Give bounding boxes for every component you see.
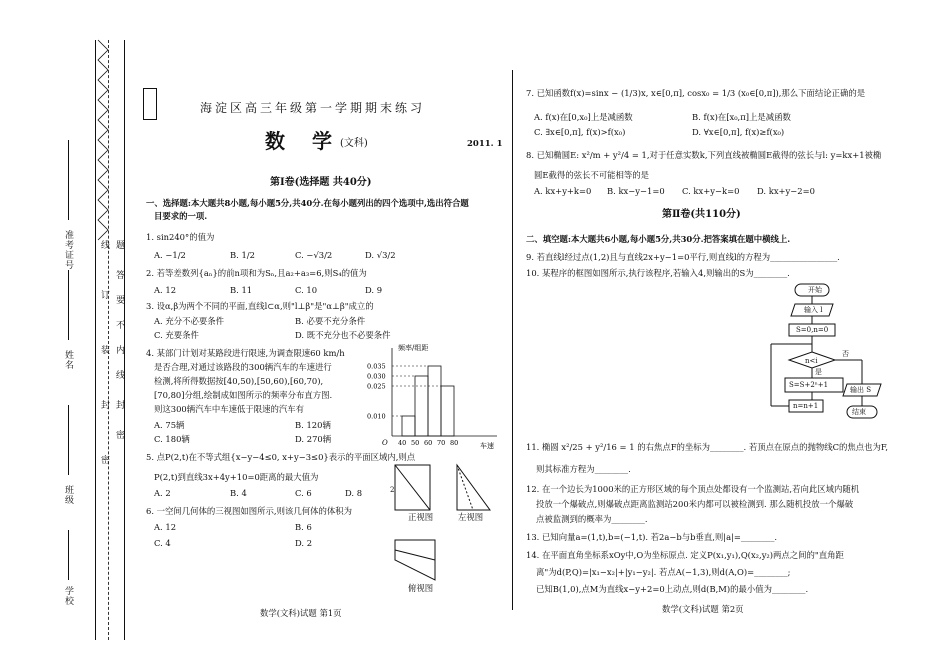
q1-option: D. √3/2 — [365, 250, 396, 260]
q8-option: C. kx+y−k=0 — [682, 186, 740, 196]
q2-stem: 2. 若等差数列{aₙ}的前n项和为Sₙ,且a₂+a₃=6,则S₄的值为 — [146, 268, 367, 278]
binding-line-right — [124, 40, 125, 640]
q4-line: 则这300辆汽车中车速低于限速的汽车有 — [154, 404, 304, 414]
seal-mark: 装 — [99, 345, 109, 355]
seal-mark: 封 — [99, 400, 109, 410]
histogram-bar — [428, 366, 441, 436]
y-tick-label: 0.010 — [367, 412, 386, 421]
top-view-label: 俯视图 — [408, 583, 434, 593]
footer-right: 数学(文科)试题 第2页 — [662, 604, 744, 614]
q10-stem: 10. 某程序的框图如图所示,执行该程序,若输入4,则输出的S为________. — [526, 268, 790, 278]
label-class: 班级 — [63, 485, 73, 505]
q8-line: 8. 已知椭圆E: x²/m + y²/4 = 1,对于任意实数k,下列直线被椭圆E截得的弦长与l: y=kx+1被椭 — [526, 150, 882, 160]
q5-option: C. 6 — [295, 488, 312, 498]
q12-line: 12. 在一个边长为1000米的正方形区域的每个顶点处都设有一个监测站,若向此区域内随机 — [526, 484, 860, 494]
section1-instructions: 一、选择题:本大题共8小题,每小题5分,共40分.在每小题列出的四个选项中,选出符合题 — [146, 198, 469, 208]
q6-stem: 6. 一空间几何体的三视图如图所示,则该几何体的体积为 — [146, 506, 352, 516]
flow-start: 开始 — [808, 286, 822, 294]
column-divider — [512, 70, 513, 610]
seal-char: 密 — [114, 430, 124, 440]
q1-option: B. 1/2 — [230, 250, 255, 260]
q12-line: 点被监测到的概率为________. — [536, 514, 648, 524]
exam-title: 海淀区高三年级第一学期期末练习 — [200, 101, 426, 115]
q6-option: B. 6 — [295, 522, 312, 532]
q5-option: D. 8 — [345, 488, 363, 498]
q5-option: B. 4 — [230, 488, 247, 498]
q8-option: D. kx+y−2=0 — [757, 186, 815, 196]
footer-left: 数学(文科)试题 第1页 — [260, 608, 342, 618]
flow-end: 结束 — [852, 408, 866, 416]
flow-update: S=S+2ⁿ+1 — [789, 381, 829, 389]
x-tick-label: 40 — [398, 439, 407, 447]
q1-option: C. −√3/2 — [295, 250, 333, 260]
part2-heading: 第Ⅱ卷(共110分) — [662, 209, 741, 220]
q6-option: D. 2 — [295, 538, 313, 548]
subject-title: 数 学 — [265, 129, 342, 153]
q2-option: C. 10 — [295, 285, 318, 295]
flow-no: 否 — [842, 350, 849, 358]
q3-option: C. 充要条件 — [154, 330, 199, 340]
flow-increment: n=n+1 — [793, 402, 819, 410]
zigzag-binding — [96, 40, 124, 640]
q1-stem: 1. sin240°的值为 — [146, 232, 215, 242]
side-view-label: 左视图 — [458, 512, 484, 522]
q7-option: C. ∃x∈[0,π], f(x)>f(x₀) — [534, 127, 626, 137]
label-exam-id: 准考证号 — [63, 230, 73, 270]
q14-line: 14. 在平面直角坐标系xOy中,O为坐标原点. 定义P(x₁,y₁),Q(x₂,y₂)两点之间的"直角距 — [526, 550, 844, 560]
q4-option: B. 120辆 — [295, 420, 331, 430]
q3-stem: 3. 设α,β为两个不同的平面,直线l⊂α,则"l⊥β"是"α⊥β"成立的 — [146, 301, 374, 311]
q7-option: D. ∀x∈[0,π], f(x)≥f(x₀) — [692, 127, 785, 137]
q14-line: 已知B(1,0),点M为直线x−y+2=0上动点,则d(B,M)的最小值为________. — [536, 584, 809, 594]
seal-char: 线 — [114, 370, 124, 380]
program-flowchart — [767, 280, 897, 430]
flow-yes: 是 — [815, 368, 822, 376]
part1-heading: 第Ⅰ卷(选择题 共40分) — [270, 177, 372, 188]
flow-condition: n<i — [805, 357, 818, 365]
section2-instructions: 二、填空题:本大题共6小题,每小题5分,共30分.把答案填在题中横线上. — [526, 234, 791, 244]
frequency-histogram — [367, 340, 504, 452]
q12-line: 投放一个爆破点,则爆破点距离监测站200米内都可以被检测到. 那么随机投放一个爆破 — [536, 499, 854, 509]
q5-line: 5. 点P(2,t)在不等式组{x−y−4≤0, x+y−3≤0}表示的平面区域内,则点 — [146, 452, 416, 462]
origin-label: O — [382, 439, 388, 447]
binding-margin — [0, 0, 140, 671]
q2-option: A. 12 — [154, 285, 177, 295]
q6-option: C. 4 — [154, 538, 171, 548]
flow-input: 输入 l — [804, 306, 823, 314]
x-tick-label: 70 — [437, 439, 446, 447]
q4-line: 4. 某部门计划对某路段进行限速,为调查限速60 km/h — [146, 348, 345, 358]
q1-option: A. −1/2 — [154, 250, 186, 260]
q8-option: A. kx+y+k=0 — [534, 186, 592, 196]
x-axis-label: 车速 — [480, 442, 494, 450]
seal-char: 不 — [114, 320, 124, 330]
q5-option: A. 2 — [154, 488, 171, 498]
q6-option: A. 12 — [154, 522, 177, 532]
label-school: 学校 — [63, 586, 73, 606]
x-tick-label: 60 — [424, 439, 433, 447]
seal-char: 封 — [114, 400, 124, 410]
y-tick-label: 0.035 — [367, 362, 386, 371]
q9-stem: 9. 若直线l经过点(1,2)且与直线2x+y−1=0平行,则直线l的方程为________________. — [526, 252, 840, 262]
q7-option: B. f(x)在[x₀,π]上是减函数 — [692, 112, 791, 122]
q4-option: C. 180辆 — [154, 434, 190, 444]
q11-line: 11. 椭圆 x²/25 + y²/16 = 1 的右焦点F的坐标为________. 若顶点在原点的抛物线C的焦点也为F, — [526, 442, 889, 452]
histogram-bar — [402, 416, 415, 436]
q4-line: 是否合理,对通过该路段的300辆汽车的车速进行 — [154, 362, 332, 372]
seal-char: 答 — [114, 270, 124, 280]
q7-stem: 7. 已知函数f(x)=sinx − (1/3)x, x∈[0,π], cosx₀ = 1/3 (x₀∈[0,π]),那么下面结论正确的是 — [526, 88, 866, 98]
seal-mark: 订 — [99, 290, 109, 300]
y-tick-label: 0.025 — [367, 382, 386, 391]
front-view-label: 正视图 — [408, 512, 434, 522]
seal-char: 要 — [114, 295, 124, 305]
q8-line: 圆E截得的弦长不可能相等的是 — [534, 170, 649, 180]
x-tick-label: 80 — [450, 439, 459, 447]
q5-line: P(2,t)到直线3x+4y+10=0距离的最大值为 — [154, 472, 319, 482]
q4-option: A. 75辆 — [154, 420, 185, 430]
q7-option: A. f(x)在[0,x₀]上是减函数 — [534, 112, 633, 122]
exam-date: 2011. 1 — [467, 139, 503, 149]
q4-option: D. 270辆 — [295, 434, 332, 444]
q14-line: 离"为d(P,Q)=|x₁−x₂|+|y₁−y₂|. 若点A(−1,3),则d(A,O)=________; — [536, 567, 791, 577]
subject-note: (文科) — [340, 138, 368, 149]
q2-option: B. 11 — [230, 285, 253, 295]
three-view-drawing — [385, 460, 505, 600]
q8-option: B. kx−y−1=0 — [607, 186, 665, 196]
flow-init: S=0,n=0 — [796, 326, 829, 334]
q2-option: D. 9 — [365, 285, 383, 295]
label-name: 姓名 — [63, 350, 73, 370]
q4-line: 检测,将所得数据按[40,50),[50,60),[60,70), — [154, 376, 324, 386]
seal-char: 题 — [114, 240, 124, 250]
seal-mark: 线 — [99, 240, 109, 250]
seal-mark: 密 — [99, 455, 109, 465]
left-column: 海淀区高三年级第一学期期末练习 数 学 (文科) 2011. 1 第Ⅰ卷(选择题 共40分) 一、选择题:本大题共8小题,每小题5分,共40分.在每小题列出的四个选项中,选出符合题 目要求的一项. 1. sin240°的值为 A. −1/2 B. 1/2 C. −√3/2 D. √3/2 2. 若等差数列{aₙ}的前n项和为Sₙ,且a₂+a₃=6,则S₄的值为 A. 12 B. 11 C. 10 D. 9 3. 设α,β为两个不同的平面,直线l⊂α,则"l⊥β"是"α⊥β"成立的 A. 充分不必要条件 B. 必要不充分条件 C. 充要条件 D. 既不充分也不必要条件 4. 某部门计划对某路段进行限速,为调查限速60 km/h 是否合理,对通过该路段的300辆汽车的车速进行 检测,将所得数据按[40,50),[50,60),[60,70), [70,80]分组,绘制成如图所示的频率分布直方图. 则这300辆汽车中车速低于限速的汽车有 A. 75辆 B. 120辆 C. 180辆 D. 270辆 频率/组距 车速 O 0.010 0.025 0.030 0.035 40 50 60 70 80 5. 点P(2,t)在不等式组{x−y−4≤0, x+y−3≤0}表示的平面区域内,则点 P(2,t)到直线3x+4y+10=0距离的最大值为 A. 2 B. 4 C. 6 D. 8 6. 一空间几何体的三视图如图所示,则该几何体的体积为 A. 12 B. 6 C. 4 D. 2 2 正视图 左视图 俯视图 数学(文科)试题 第1页 — [140, 0, 505, 671]
q3-option: D. 既不充分也不必要条件 — [295, 330, 391, 340]
right-column — [522, 0, 942, 671]
q4-line: [70,80]分组,绘制成如图所示的频率分布直方图. — [154, 390, 333, 400]
q3-option: A. 充分不必要条件 — [154, 316, 224, 326]
y-axis-label: 频率/组距 — [398, 344, 429, 352]
q11-line: 则其标准方程为________. — [536, 464, 631, 474]
histogram-bar — [441, 386, 454, 436]
histogram-bar — [415, 376, 428, 436]
y-tick-label: 0.030 — [367, 372, 386, 381]
flow-output: 输出 S — [850, 386, 872, 394]
x-tick-label: 50 — [411, 439, 420, 447]
q13-stem: 13. 已知向量a=(1,t),b=(−1,t). 若2a−b与b垂直,则|a|=________. — [526, 532, 778, 542]
seal-char: 内 — [114, 345, 124, 355]
q3-option: B. 必要不充分条件 — [295, 316, 366, 326]
